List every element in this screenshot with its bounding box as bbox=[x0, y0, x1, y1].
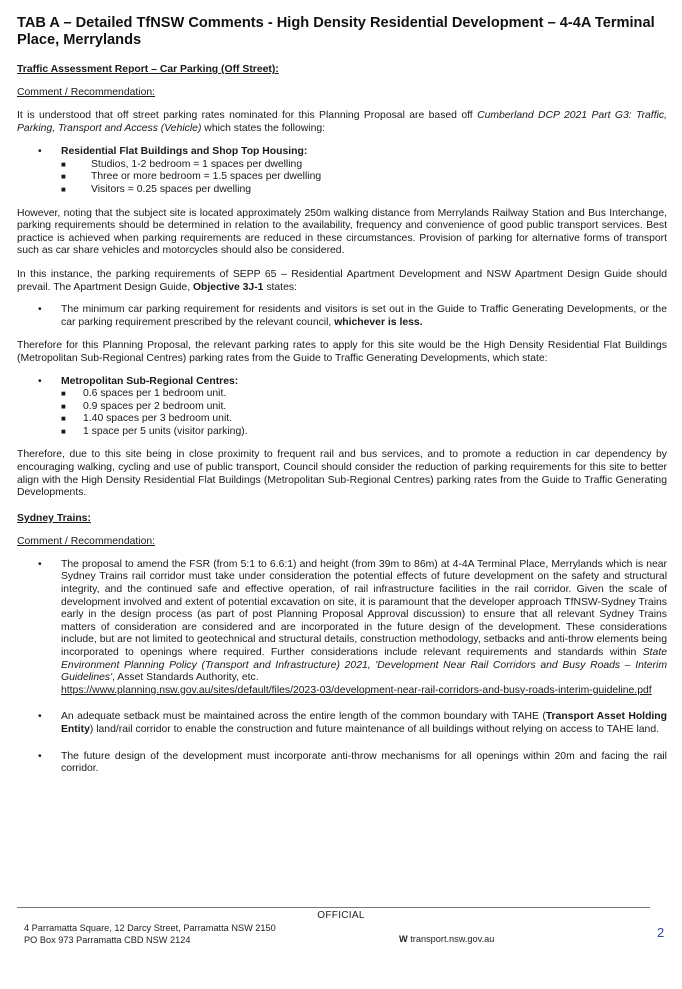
comment-subheading: Comment / Recommendation: bbox=[17, 535, 156, 547]
list-item: • An adequate setback must be maintained across the entire length of the common boundary with TAHE (Transport Asset Holding Entity) land/rail corridor to enable the construction and future maintenance of all buildings without relying on access to TAHE land. bbox=[38, 711, 667, 735]
list-item: ■ 1 space per 5 units (visitor parking). bbox=[61, 425, 248, 437]
comment-subheading: Comment / Recommendation: bbox=[17, 87, 156, 98]
section-heading-sydney-trains: Sydney Trains: bbox=[17, 512, 91, 524]
sydney-trains-list bbox=[17, 559, 667, 776]
paragraph-recommendation: Therefore, due to this site being in close proximity to frequent rail and bus services, and to promote a reduction in car dependency by encouraging walking, cycling and use of public transport, Council should consider the reduction of parking requirements for this site to better align with the High Density Residential Flat Buildings (Metropolitan Sub-Regional Centres) parking rates from the Guide to Traffic Generating Developments. bbox=[17, 449, 667, 499]
list-item: • The minimum car parking requirement for residents and visitors is set out in the Guide to Traffic Generating Developments, or the car parking requirement prescribed by the relevant council, whichever is less. bbox=[38, 304, 667, 328]
list-item: ■ Visitors = 0.25 spaces per dwelling bbox=[61, 183, 252, 195]
list-item: ■ 1.40 spaces per 3 bedroom unit. bbox=[61, 413, 233, 425]
list-item: • The future design of the development must incorporate anti-throw mechanisms for all openings within 20m and facing the rail corridor. bbox=[38, 750, 667, 775]
list-item: ■ 0.6 spaces per 1 bedroom unit. bbox=[61, 388, 227, 400]
dcp-rates-list bbox=[17, 146, 667, 196]
list-item: • Residential Flat Buildings and Shop Top Housing: ■ Studios, 1-2 bedroom = 1 spaces per dwelling ■ Three or more bedroom = 1.5 spaces per dwelling ■ Visitors = 0.25 spaces per dwelling bbox=[17, 146, 667, 196]
guideline-link[interactable]: https://www.planning.nsw.gov.au/sites/default/files/2023-03/development-near-rail-corridors-and-busy-roads-interim-guideline.pdf bbox=[61, 684, 652, 696]
list-item: • The proposal to amend the FSR (from 5:1 to 6.6:1) and height (from 39m to 86m) at 4-4A Terminal Place, Merrylands which is near Sydney Trains rail corridor must take under consideration the potential effects of future development on the safety and structural integrity, and the continued safe and effective operation, of rail infrastructure facilities in the rail corridor. Given the scale of development involved and extent of potential excavation on site, it is paramount that the developer approach TfNSW-Sydney Trains early in the design process (as part of post Planning Proposal Approval discussion) to ensure that all relevant Sydney Trains matters of consideration are considered and are incorporated in the future design of the development. These considerations include, but are not limited to geotechnical and structural details, construction methodology, setbacks and anti-throw elements being incorporated to openings where required. Further considerations include relevant requirements and standards within State Environment Planning Policy (Transport and Infrastructure) 2021, 'Development Near Rail Corridors and Busy Roads – Interim Guidelines', Asset Standards Authority, etc. https://www.planning.nsw.gov.au/sites/default/files/2023-03/development-near-rail-corridors-and-busy-roads-interim-guideline.pdf bbox=[38, 558, 667, 696]
security-classification: OFFICIAL bbox=[317, 910, 365, 921]
page-title: TAB A – Detailed TfNSW Comments - High Density Residential Development – 4-4A Terminal Place, Merrylands bbox=[17, 15, 655, 48]
page-number: 2 bbox=[657, 925, 665, 940]
paragraph-sepp65: In this instance, the parking requirements of SEPP 65 – Residential Apartment Development and NSW Apartment Design Guide should prevail. The Apartment Design Guide, Objective 3J-1 states: bbox=[17, 268, 667, 293]
footer-website: W transport.nsw.gov.au bbox=[399, 934, 495, 944]
list-item: ■ Studios, 1-2 bedroom = 1 spaces per dwelling bbox=[61, 158, 303, 170]
footer-address: 4 Parramatta Square, 12 Darcy Street, Parramatta NSW 2150 PO Box 973 Parramatta CBD NSW 2124 bbox=[24, 923, 276, 945]
section-heading-car-parking: Traffic Assessment Report – Car Parking (Off Street): bbox=[17, 64, 279, 75]
objective-list bbox=[17, 304, 667, 329]
sub-regional-rates-list bbox=[17, 376, 667, 439]
paragraph-public-transport: However, noting that the subject site is located approximately 250m walking distance from Merrylands Railway Station and Bus Interchange, parking requirements should be determined in relation to the availability, frequency and convenience of good public transport services. Best practice is achieved when parking requirements are reduced in these circumstances. Provision of parking for alternative forms of transport such as car share vehicles and motorcycles should also be considered. bbox=[17, 207, 667, 257]
list-item: • Metropolitan Sub-Regional Centres: ■ 0.6 spaces per 1 bedroom unit. ■ 0.9 spaces per 2 bedroom unit. ■ 1.40 spaces per 3 bedroom unit. ■ 1 space per 5 units (visitor parking). bbox=[17, 376, 667, 439]
list-item: ■ 0.9 spaces per 2 bedroom unit. bbox=[61, 400, 227, 412]
paragraph-relevant-rates: Therefore for this Planning Proposal, the relevant parking rates to apply for this site would be the High Density Residential Flat Buildings (Metropolitan Sub-Regional Centres) parking rates from the Guide to Traffic Generating Developments, which state: bbox=[17, 340, 667, 364]
footer-divider bbox=[17, 907, 650, 908]
document-page bbox=[17, 15, 667, 776]
list-item: ■ Three or more bedroom = 1.5 spaces per dwelling bbox=[61, 171, 322, 183]
intro-paragraph: It is understood that off street parking rates nominated for this Planning Proposal are based off Cumberland DCP 2021 Part G3: Traffic, Parking, Transport and Access (Vehicle) which states the following: bbox=[17, 110, 667, 134]
